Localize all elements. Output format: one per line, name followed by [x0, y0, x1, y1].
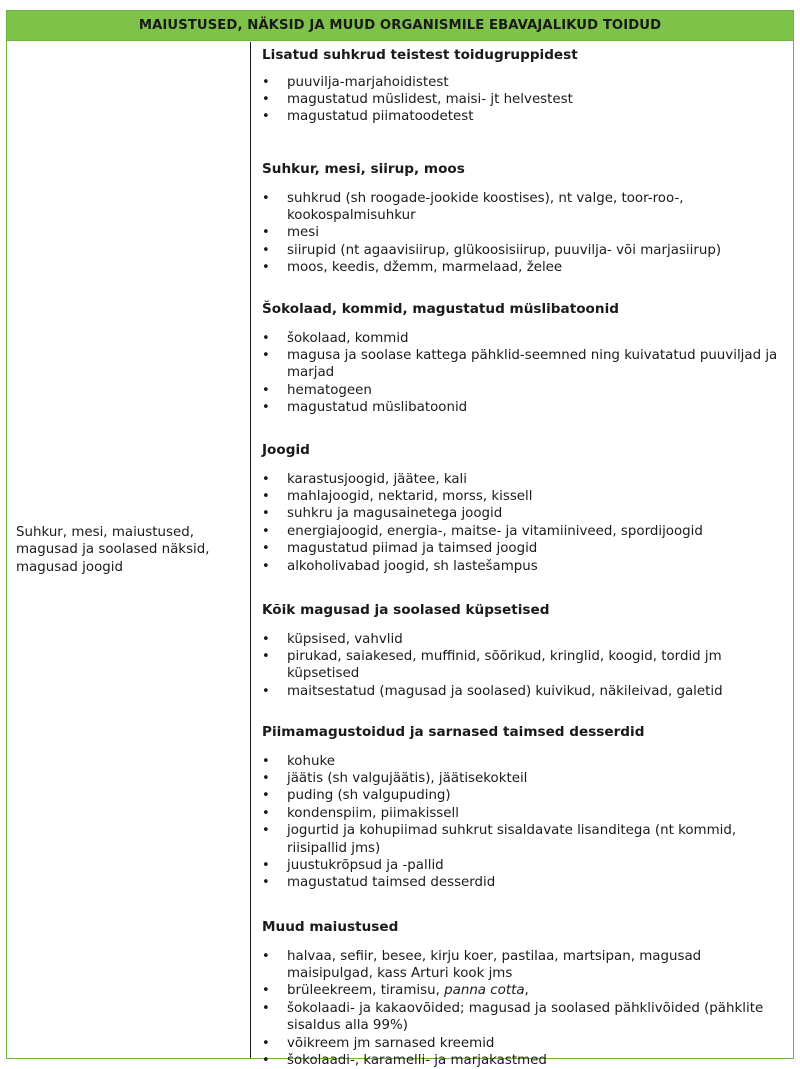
bullet-icon: • [262, 224, 270, 241]
section-baked-goods [262, 602, 779, 701]
bullet-icon: • [262, 631, 270, 648]
bullet-icon: • [262, 74, 270, 91]
list-item: • šokolaadi-, karamelli- ja marjakastmed [262, 1052, 779, 1069]
bullet-icon: • [262, 108, 270, 125]
section-title: Joogid [262, 442, 779, 459]
list-item: • kohuke [262, 753, 779, 770]
list-item: • šokolaadi- ja kakaovõided; magusad ja soolased pähklivõided (pähklite sisaldus alla 99%) [262, 1000, 779, 1035]
list-item: • juustukrõpsud ja -pallid [262, 857, 779, 874]
list-item: • energiajoogid, energia-, maitse- ja vitamiiniveed, spordijoogid [262, 523, 779, 540]
list-item: • puding (sh valgupuding) [262, 787, 779, 804]
section-title: Suhkur, mesi, siirup, moos [262, 161, 779, 178]
list-item: • šokolaad, kommid [262, 330, 779, 347]
food-table [6, 10, 794, 1059]
list-item: • puuvilja-marjahoidistest [262, 74, 779, 91]
list-item: • pirukad, saiakesed, muffinid, sõõrikud, kringlid, koogid, tordid jm küpsetised [262, 648, 779, 683]
bullet-icon: • [262, 982, 270, 999]
bullet-icon: • [262, 558, 270, 575]
list-item: • magustatud müslibatoonid [262, 399, 779, 416]
list-item: • hematogeen [262, 382, 779, 399]
section-title: Šokolaad, kommid, magustatud müslibatoonid [262, 301, 779, 318]
section-list [262, 471, 779, 575]
section-drinks [262, 442, 779, 575]
list-item: • karastusjoogid, jäätee, kali [262, 471, 779, 488]
bullet-icon: • [262, 753, 270, 770]
bullet-icon: • [262, 540, 270, 557]
bullet-icon: • [262, 471, 270, 488]
bullet-icon: • [262, 523, 270, 540]
bullet-icon: • [262, 1035, 270, 1052]
list-item: • maitsestatud (magusad ja soolased) kuivikud, näkileivad, galetid [262, 683, 779, 700]
section-list [262, 948, 779, 1069]
bullet-icon: • [262, 505, 270, 522]
section-list [262, 631, 779, 701]
section-list [262, 74, 779, 126]
section-title: Kõik magusad ja soolased küpsetised [262, 602, 779, 619]
table-header: MAIUSTUSED, NÄKSID JA MUUD ORGANISMILE EBAVAJALIKUD TOIDUD [7, 11, 793, 41]
table-row [7, 42, 793, 1059]
bullet-icon: • [262, 488, 270, 505]
list-item: • kondenspiim, piimakissell [262, 805, 779, 822]
list-item: • magustatud taimsed desserdid [262, 874, 779, 891]
bullet-icon: • [262, 382, 270, 399]
section-sugar-honey [262, 161, 779, 277]
bullet-icon: • [262, 648, 270, 665]
section-list [262, 190, 779, 277]
list-item: • halvaa, sefiir, besee, kirju koer, pastilaa, martsipan, magusad maisipulgad, kass Arturi kook jms [262, 948, 779, 983]
bullet-icon: • [262, 787, 270, 804]
list-item: • brüleekreem, tiramisu, panna cotta, [262, 982, 779, 999]
bullet-icon: • [262, 91, 270, 108]
section-title: Piimamagustoidud ja sarnased taimsed desserdid [262, 724, 779, 741]
bullet-icon: • [262, 1052, 270, 1069]
list-item: • magustatud müslidest, maisi- jt helvestest [262, 91, 779, 108]
bullet-icon: • [262, 857, 270, 874]
bullet-icon: • [262, 330, 270, 347]
list-item: • magusa ja soolase kattega pähklid-seemned ning kuivatatud puuviljad ja marjad [262, 347, 779, 382]
list-item: • mahlajoogid, nektarid, morss, kissell [262, 488, 779, 505]
list-item: • magustatud piimad ja taimsed joogid [262, 540, 779, 557]
bullet-icon: • [262, 399, 270, 416]
bullet-icon: • [262, 683, 270, 700]
list-item: • alkoholivabad joogid, sh lastešampus [262, 558, 779, 575]
bullet-icon: • [262, 1000, 270, 1017]
section-list [262, 753, 779, 892]
bullet-icon: • [262, 347, 270, 364]
list-item: • mesi [262, 224, 779, 241]
section-title: Lisatud suhkrud teistest toidugruppidest [262, 47, 779, 64]
list-item: • suhkru ja magusainetega joogid [262, 505, 779, 522]
bullet-icon: • [262, 190, 270, 207]
bullet-icon: • [262, 822, 270, 839]
list-item: • moos, keedis, džemm, marmelaad, želee [262, 259, 779, 276]
bullet-icon: • [262, 259, 270, 276]
section-dairy-desserts [262, 724, 779, 892]
bullet-icon: • [262, 242, 270, 259]
list-item: • siirupid (nt agaavisiirup, glükoosisiirup, puuvilja- või marjasiirup) [262, 242, 779, 259]
items-cell [252, 42, 793, 1059]
list-item: • võikreem jm sarnased kreemid [262, 1035, 779, 1052]
section-chocolate [262, 301, 779, 417]
section-other-sweets [262, 919, 779, 1069]
section-list [262, 330, 779, 417]
list-item: • suhkrud (sh roogade-jookide koostises), nt valge, toor-roo-, kookospalmisuhkur [262, 190, 779, 225]
list-item: • jogurtid ja kohupiimad suhkrut sisaldavate lisanditega (nt kommid, riisipallid jms) [262, 822, 779, 857]
section-added-sugars [262, 47, 779, 126]
section-title: Muud maiustused [262, 919, 779, 936]
bullet-icon: • [262, 805, 270, 822]
bullet-icon: • [262, 874, 270, 891]
list-item: • jäätis (sh valgujäätis), jäätisekokteil [262, 770, 779, 787]
list-item: • küpsised, vahvlid [262, 631, 779, 648]
category-label: Suhkur, mesi, maiustused, magusad ja soolased näksid, magusad joogid [16, 524, 236, 577]
list-item: • magustatud piimatoodetest [262, 108, 779, 125]
category-cell [7, 42, 251, 1059]
bullet-icon: • [262, 948, 270, 965]
bullet-icon: • [262, 770, 270, 787]
